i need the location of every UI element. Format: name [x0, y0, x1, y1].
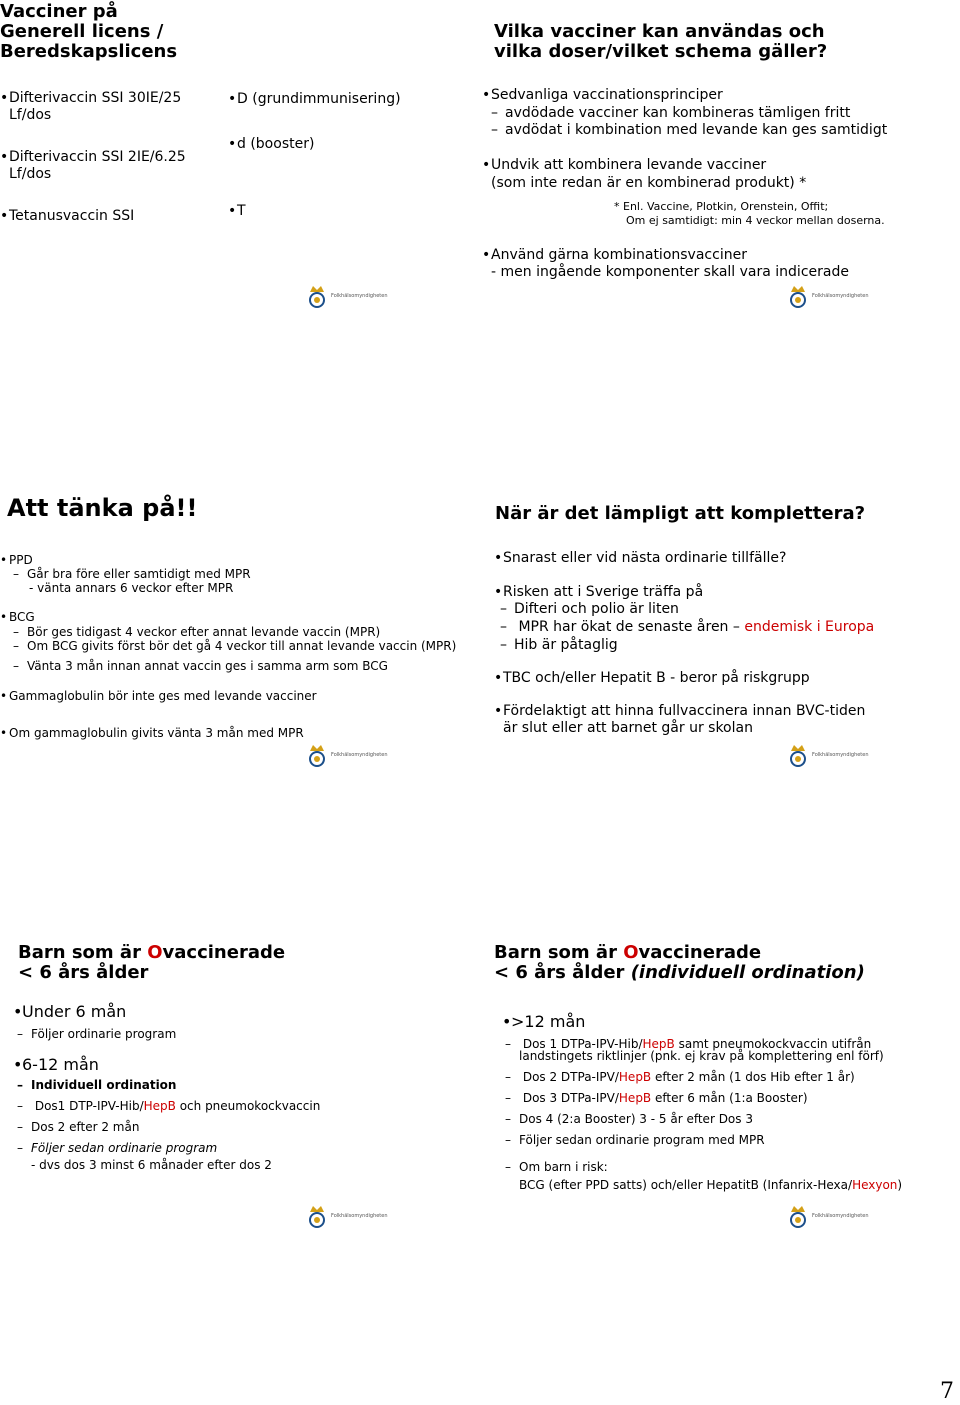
list-item: • Sedvanliga vaccinationsprinciper — [482, 87, 723, 104]
sub-item: – Följer sedan ordinarie program med MPR — [505, 1133, 765, 1148]
sub-item-cont: - dvs dos 3 minst 6 månader efter dos 2 — [31, 1158, 272, 1172]
sub-item: – Individuell ordination — [17, 1078, 176, 1093]
logo: Folkhälsomyndigheten — [787, 742, 869, 768]
crown-logo-icon — [787, 283, 809, 309]
sub-item: – Om BCG givits först bör det gå 4 veckor till annat levande vaccin (MPR) — [13, 639, 456, 654]
crown-logo-icon — [306, 742, 328, 768]
crown-logo-icon — [787, 1203, 809, 1229]
logo: Folkhälsomyndigheten — [787, 283, 869, 309]
crown-logo-icon — [306, 283, 328, 309]
footnote: * Enl. Vaccine, Plotkin, Orenstein, Offit; — [614, 200, 829, 213]
list-item: • Om gammaglobulin givits vänta 3 mån med MPR — [0, 726, 304, 741]
list-item: • Risken att i Sverige träffa på — [494, 584, 703, 601]
list-item: • Difterivaccin SSI 30IE/25 — [0, 90, 181, 107]
list-item: • Undvik att kombinera levande vacciner — [482, 157, 766, 174]
sub-item: – Hib är påtaglig — [500, 637, 618, 654]
list-item: • Snarast eller vid nästa ordinarie tillfälle? — [494, 550, 786, 567]
sub-item-cont: landstingets riktlinjer (pnk. ej krav på komplettering enl förf) — [519, 1049, 884, 1063]
slide-3-title: Att tänka på!! — [7, 494, 198, 522]
list-item: • d (booster) — [228, 136, 314, 153]
logo: Folkhälsomyndigheten — [787, 1203, 869, 1229]
sub-item: – Dos1 DTP-IPV-Hib/HepB och pneumokockvaccin — [17, 1099, 320, 1114]
sub-item: – Dos 3 DTPa-IPV/HepB efter 6 mån (1:a Booster) — [505, 1091, 808, 1106]
list-item: • D (grundimmunisering) — [228, 91, 401, 108]
list-item-cont: (som inte redan är en kombinerad produkt) * — [491, 175, 807, 191]
footnote: Om ej samtidigt: min 4 veckor mellan doserna. — [626, 214, 885, 227]
logo: Folkhälsomyndigheten — [306, 742, 388, 768]
logo: Folkhälsomyndigheten — [306, 283, 388, 309]
list-item: • BCG — [0, 610, 35, 625]
list-item: • Gammaglobulin bör inte ges med levande vacciner — [0, 689, 317, 704]
list-item-cont: Lf/dos — [9, 107, 52, 123]
slide-1-title: Vacciner på Generell licens / Beredskapslicens — [0, 1, 178, 62]
sub-item: – avdödat i kombination med levande kan ges samtidigt — [491, 122, 887, 139]
list-item: • Under 6 mån — [13, 1002, 126, 1021]
list-item: • >12 mån — [502, 1012, 585, 1031]
list-item: • Difterivaccin SSI 2IE/6.25 — [0, 149, 186, 166]
list-item: • Tetanusvaccin SSI — [0, 208, 134, 225]
sub-item: – Går bra före eller samtidigt med MPR — [13, 567, 251, 582]
slide-4-title: När är det lämpligt att komplettera? — [495, 503, 866, 524]
crown-logo-icon — [787, 742, 809, 768]
sub-item: – Följer ordinarie program — [17, 1027, 176, 1042]
sub-item: – Difteri och polio är liten — [500, 601, 679, 618]
sub-item: – Om barn i risk: — [505, 1160, 608, 1175]
list-item: • 6-12 mån — [13, 1055, 99, 1074]
sub-item: – Dos 2 efter 2 mån — [17, 1120, 139, 1135]
page-number: 7 — [940, 1379, 954, 1404]
list-item: • Använd gärna kombinationsvacciner — [482, 247, 747, 264]
list-item: • TBC och/eller Hepatit B - beror på riskgrupp — [494, 670, 810, 687]
list-item-cont: är slut eller att barnet går ur skolan — [503, 720, 753, 736]
sub-item: – Dos 1 DTPa-IPV-Hib/HepB samt pneumokockvaccin utifrån — [505, 1037, 871, 1052]
list-item: • T — [228, 203, 246, 220]
slide-5-title: Barn som är Ovaccinerade < 6 års ålder — [18, 942, 286, 983]
sub-item: – Följer sedan ordinarie program — [17, 1141, 217, 1156]
sub-item: – Bör ges tidigast 4 veckor efter annat levande vaccin (MPR) — [13, 625, 380, 640]
list-item-cont: Lf/dos — [9, 166, 52, 182]
list-item: • Fördelaktigt att hinna fullvaccinera innan BVC-tiden — [494, 703, 865, 720]
crown-logo-icon — [306, 1203, 328, 1229]
sub-item-cont: BCG (efter PPD satts) och/eller HepatitB (Infanrix-Hexa/Hexyon) — [519, 1178, 903, 1192]
slide-6-title: Barn som är Ovaccinerade < 6 års ålder (individuell ordination) — [494, 942, 865, 983]
sub-item: – Vänta 3 mån innan annat vaccin ges i samma arm som BCG — [13, 659, 388, 674]
sub-item-cont: - vänta annars 6 veckor efter MPR — [29, 581, 234, 595]
list-item: • PPD — [0, 553, 33, 568]
list-item-cont: - men ingående komponenter skall vara indicerade — [491, 264, 849, 280]
sub-item: – Dos 4 (2:a Booster) 3 - 5 år efter Dos 3 — [505, 1112, 753, 1127]
slide-2-title: Vilka vacciner kan användas och vilka doser/vilket schema gäller? — [494, 21, 828, 62]
logo: Folkhälsomyndigheten — [306, 1203, 388, 1229]
sub-item: – MPR har ökat de senaste åren – endemisk i Europa — [500, 619, 874, 636]
sub-item: – Dos 2 DTPa-IPV/HepB efter 2 mån (1 dos Hib efter 1 år) — [505, 1070, 855, 1085]
sub-item: – avdödade vacciner kan kombineras tämligen fritt — [491, 105, 850, 122]
